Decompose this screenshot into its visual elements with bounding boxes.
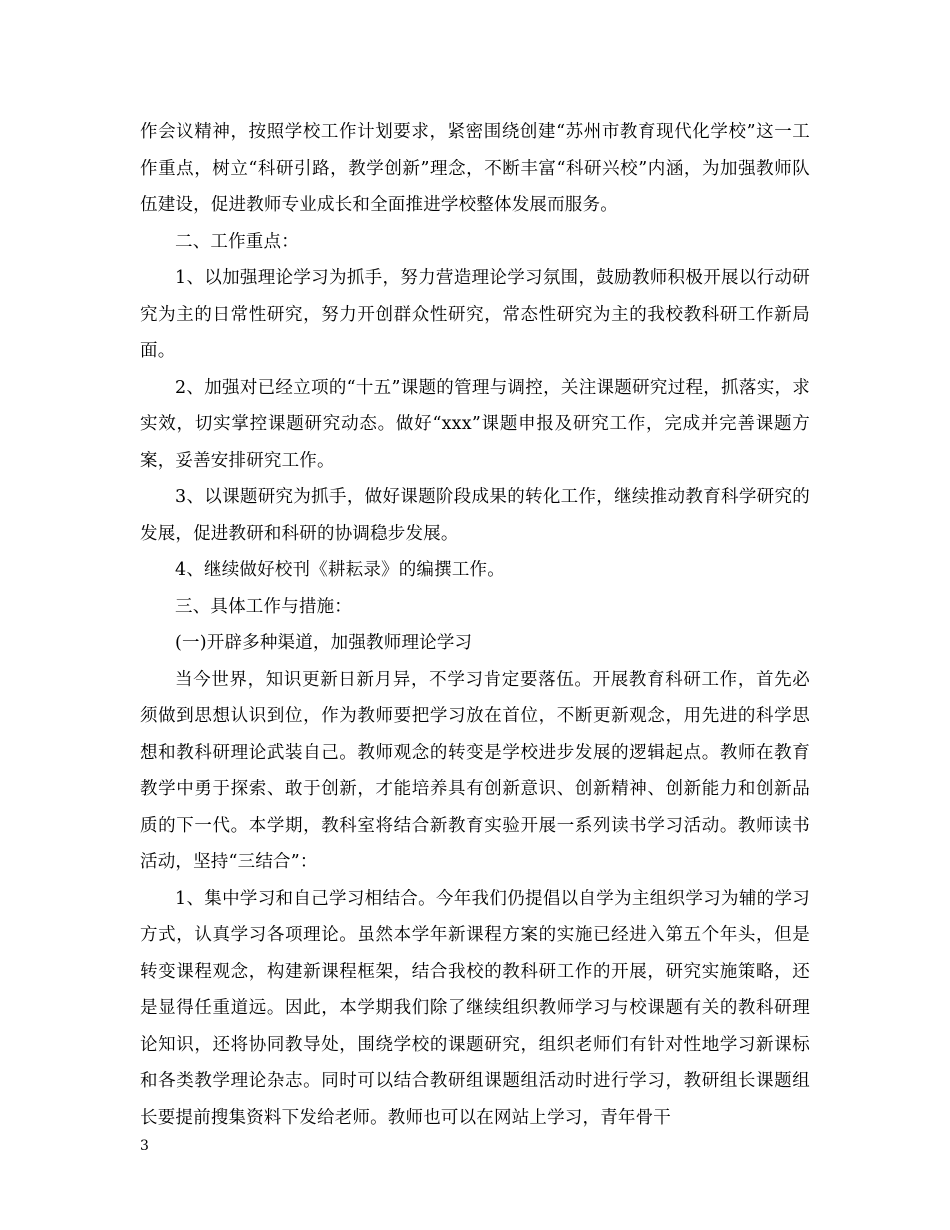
paragraph-focus-1: 1、以加强理论学习为抓手，努力营造理论学习氛围，鼓励教师积极开展以行动研究为主的日常性研究，努力开创群众性研究，常态性研究为主的我校教科研工作新局面。 [140,268,810,361]
paragraph-1: 作会议精神，按照学校工作计划要求，紧密围绕创建“苏州市教育现代化学校”这一工作重点，树立“科研引路，教学创新”理念，不断丰富“科研兴校”内涵，为加强教师队伍建设，促进教师专业成长和全面推进学校整体发展而服务。 [140,122,810,215]
section-heading-work-focus: 二、工作重点： [175,231,299,252]
document-body [140,114,810,1136]
subsection-heading-theory-study: (一)开辟多种渠道，加强教师理论学习 [175,633,473,653]
section-heading-measures: 三、具体工作与措施： [175,596,352,617]
paragraph-combined-study: 1、集中学习和自己学习相结合。今年我们仍提倡以自学为主组织学习为辅的学习方式，认真学习各项理论。虽然本学年新课程方案的实施已经进入第五个年头，但是转变课程观念，构建新课程框架，结合我校的教科研工作的开展，研究实施策略，还是显得任重道远。因此，本学期我们除了继续组织教师学习与校课题有关的教科研理论知识，还将协同教导处，围绕学校的课题研究，组织老师们有针对性地学习新课标和各类教学理论杂志。同时可以结合教研组课题组活动时进行学习，教研组长课题组长要提前搜集资料下发给老师。教师也可以在网站上学习，青年骨干 [140,888,810,1128]
paragraph-focus-2: 2、加强对已经立项的“十五”课题的管理与调控，关注课题研究过程，抓落实，求实效，切实掌控课题研究动态。做好“xxx”课题申报及研究工作，完成并完善课题方案，妥善安排研究工作。 [140,377,810,471]
paragraph-focus-4: 4、继续做好校刊《耕耘录》的编撰工作。 [175,560,505,580]
page-number: 3 [140,1138,149,1154]
paragraph-focus-3: 3、以课题研究为抓手，做好课题阶段成果的转化工作，继续推动教育科学研究的发展，促进教研和科研的协调稳步发展。 [140,487,810,544]
paragraph-theory-study: 当今世界，知识更新日新月异，不学习肯定要落伍。开展教育科研工作，首先必须做到思想认识到位，作为教师要把学习放在首位，不断更新观念，用先进的科学思想和教科研理论武装自己。教师观念的转变是学校进步发展的逻辑起点。教师在教育教学中勇于探索、敢于创新，才能培养具有创新意识、创新精神、创新能力和创新品质的下一代。本学期，教科室将结合新教育实验开展一系列读书学习活动。教师读书活动，坚持“三结合”： [140,669,810,872]
